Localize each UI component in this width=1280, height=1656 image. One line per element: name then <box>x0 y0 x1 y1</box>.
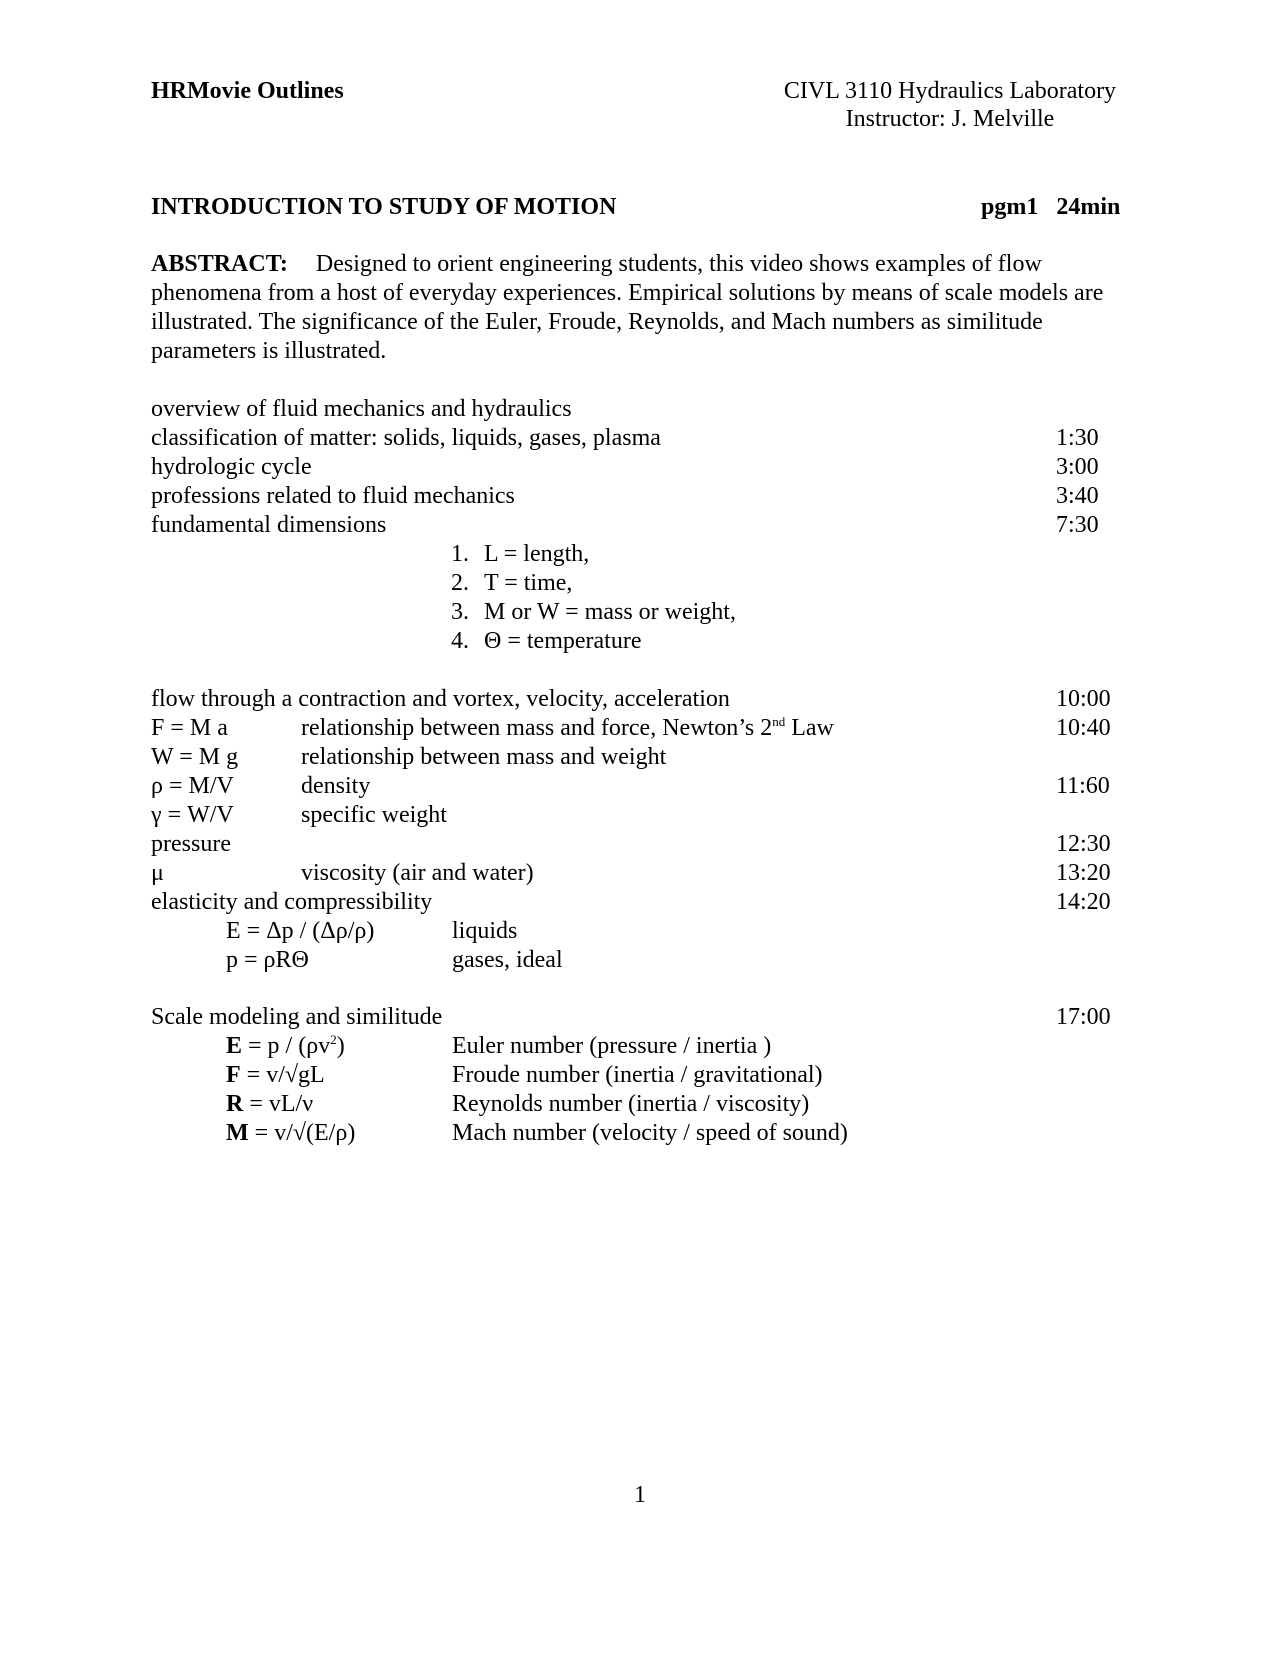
dimension-text: T = time, <box>484 570 573 596</box>
section-title: INTRODUCTION TO STUDY OF MOTION <box>151 194 617 220</box>
formula-density: ρ = M/V <box>151 773 234 799</box>
formula-elasticity-liquids-description: liquids <box>452 918 518 944</box>
outline-time: 17:00 <box>1056 1004 1111 1030</box>
outline-time: 14:20 <box>1056 889 1111 915</box>
formula-viscosity-description: viscosity (air and water) <box>301 860 534 886</box>
outline-item: elasticity and compressibility <box>151 889 433 915</box>
outline-time: 1:30 <box>1056 425 1099 451</box>
page-number: 1 <box>634 1482 646 1508</box>
euler-symbol: E <box>226 1033 243 1059</box>
formula-ideal-gas-description: gases, ideal <box>452 947 563 973</box>
reynolds-description: Reynolds number (inertia / viscosity) <box>452 1091 810 1117</box>
froude-formula <box>226 1061 325 1089</box>
dimension-number: 4. <box>451 628 469 654</box>
formula-density-description: density <box>301 773 371 799</box>
outline-item: pressure <box>151 831 231 857</box>
outline-item: classification of matter: solids, liquids, gases, plasma <box>151 425 661 451</box>
dimension-text: L = length, <box>484 541 590 567</box>
dimension-text: Θ = temperature <box>484 628 642 654</box>
formula-wmg: W = M g <box>151 744 239 770</box>
euler-expression: = p / (ρv <box>242 1033 331 1059</box>
dimension-number: 1. <box>451 541 469 567</box>
froude-description: Froude number (inertia / gravitational) <box>452 1062 823 1088</box>
reynolds-expression: = vL/ν <box>243 1091 314 1117</box>
header-instructor: Instructor: J. Melville <box>845 106 1055 132</box>
header-course: CIVL 3110 Hydraulics Laboratory <box>783 78 1117 104</box>
fma-desc-text: relationship between mass and force, Newton’s 2 <box>301 715 773 741</box>
mach-description: Mach number (velocity / speed of sound) <box>452 1120 848 1146</box>
abstract-label: ABSTRACT: <box>151 251 288 277</box>
reynolds-formula <box>226 1090 313 1118</box>
outline-item: fundamental dimensions <box>151 512 387 538</box>
euler-formula <box>226 1032 345 1060</box>
outline-item: hydrologic cycle <box>151 454 312 480</box>
formula-fma: F = M a <box>151 715 228 741</box>
formula-specific-weight-description: specific weight <box>301 802 447 828</box>
fma-desc-end: Law <box>785 715 834 741</box>
outline-time: 10:00 <box>1056 686 1111 712</box>
outline-time: 12:30 <box>1056 831 1111 857</box>
outline-time: 3:00 <box>1056 454 1099 480</box>
outline-item: overview of fluid mechanics and hydraulics <box>151 396 572 422</box>
outline-time: 10:40 <box>1056 715 1111 741</box>
scale-title: Scale modeling and similitude <box>151 1004 443 1030</box>
outline-time: 7:30 <box>1056 512 1099 538</box>
program-code: pgm1 <box>981 194 1039 220</box>
mach-expression: = v/√(E/ρ) <box>248 1120 356 1146</box>
fma-desc-superscript: nd <box>772 714 786 729</box>
formula-fma-description <box>301 714 834 742</box>
dimension-text: M or W = mass or weight, <box>484 599 736 625</box>
program-duration: 24min <box>1056 194 1121 220</box>
froude-symbol: F <box>226 1062 241 1088</box>
formula-ideal-gas: p = ρRΘ <box>226 947 309 973</box>
euler-expression-end: ) <box>336 1033 345 1059</box>
froude-expression: = v/√gL <box>240 1062 325 1088</box>
mach-symbol: M <box>226 1120 249 1146</box>
outline-time: 11:60 <box>1056 773 1110 799</box>
outline-time: 3:40 <box>1056 483 1099 509</box>
dimension-number: 3. <box>451 599 469 625</box>
abstract-text: Designed to orient engineering students, this video shows examples of flow phenomena from a host of everyday experiences. Empirical solutions by means of scale models are illustrated. The significance of the Euler, Froude, Reynolds, and Mach numbers as similitude parameters is illustrated. <box>151 251 1104 364</box>
mach-formula <box>226 1119 355 1147</box>
formula-wmg-description: relationship between mass and weight <box>301 744 667 770</box>
outline-time: 13:20 <box>1056 860 1111 886</box>
reynolds-symbol: R <box>226 1091 244 1117</box>
formula-specific-weight: γ = W/V <box>151 802 234 828</box>
header-left-title: HRMovie Outlines <box>151 78 344 104</box>
outline-item: professions related to fluid mechanics <box>151 483 515 509</box>
dimension-number: 2. <box>451 570 469 596</box>
program-label <box>981 193 1120 221</box>
formula-elasticity-liquids: E = Δp / (Δρ/ρ) <box>226 918 375 944</box>
abstract-paragraph <box>151 250 1131 366</box>
euler-description: Euler number (pressure / inertia ) <box>452 1033 772 1059</box>
formula-viscosity: μ <box>151 860 164 886</box>
outline-item: flow through a contraction and vortex, velocity, acceleration <box>151 686 730 712</box>
euler-superscript: 2 <box>330 1032 337 1047</box>
